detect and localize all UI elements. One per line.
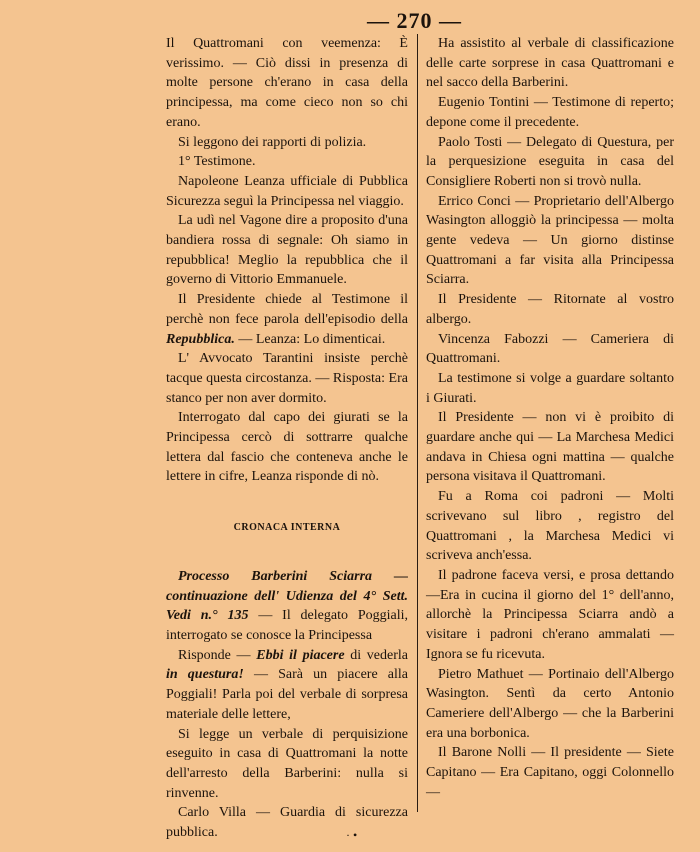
paragraph: Il Presidente — Ritornate al vostro albergo. <box>426 292 674 327</box>
paragraph: Si legge un verbale di perquisizione eseguito in casa di Quattromani la notte dell'arresto della Barberini: nulla si rinvenne. <box>166 726 408 801</box>
paragraph: Napoleone Leanza ufficiale di Pubblica Sicurezza seguì la Principessa nel viaggio. <box>166 173 408 209</box>
left-column <box>166 34 408 843</box>
paragraph: Si leggono dei rapporti di polizia. <box>178 134 367 150</box>
paragraph: Ha assistito al verbale di classificazione delle carte sorprese in casa Quattromani e nel sacco della Barberini. <box>426 36 674 91</box>
paragraph: Eugenio Tontini — Testimone di reperto; depone come il precedente. <box>426 95 674 130</box>
italic-text: Ebbi il piacere <box>256 647 345 663</box>
paragraph-text: Risponde — <box>178 647 251 663</box>
page-header <box>0 6 700 32</box>
paragraph: Interrogato dal capo dei giurati se la Principessa cercò di sottrarre qualche lettera dal fascio che conteneva anche le lettere in cifre, Leanza risponde di nò. <box>166 410 408 485</box>
paragraph-text: Il Presidente chiede al Testimone il perchè non fece parola dell'episodio della <box>166 292 408 327</box>
italic-text: Processo Barberini Sciarra — continuazione dell' Udienza del 4° Sett. Vedi n.° 135 <box>166 568 408 624</box>
paragraph: Il Quattromani con veemenza: È verissimo. — Ciò dissi in presenza di molte persone ch'erano in casa della principessa, ma come cieco non so chi erano. <box>166 36 408 130</box>
italic-text: Repubblica. <box>166 331 235 347</box>
paragraph: Il padrone faceva versi, e prosa dettando —Era in cucina il giorno del 1° dell'anno, allorchè la Principessa Sciarra andò a visitare i padroni ch'erano ammalati — Ignora se fu ricevuta. <box>426 567 674 662</box>
paragraph-text: — Leanza: Lo dimenticai. <box>238 331 386 347</box>
paragraph: Paolo Tosti — Delegato di Questura, per la perquesizione eseguita in casa del Consigliere Roberti non si trovò nulla. <box>426 134 674 189</box>
paragraph: Errico Conci — Proprietario dell'Albergo Wasington alloggiò la principessa — molta gente vedeva — Un giorno distinse Quattromani a far visita alla Principessa Sciarra. <box>426 193 674 288</box>
paragraph: Vincenza Fabozzi — Cameriera di Quattromani. <box>426 331 674 367</box>
paragraph: La testimone si volge a guardare soltanto i Giurati. <box>426 370 674 406</box>
page-number: — 270 — <box>367 8 462 33</box>
paragraph: Il Barone Nolli — Il presidente — Siete Capitano — Era Capitano, oggi Colonnello — <box>426 745 674 800</box>
paragraph <box>166 646 408 725</box>
section-heading: CRONACA INTERNA <box>233 522 341 534</box>
paragraph: Fu a Roma coi padroni — Molti scrivevano sul libro , registro del Quattromani , la Marchesa Medici vi scriveva anch'essa. <box>426 489 674 564</box>
paragraph: Carlo Villa — Guardia di sicurezza pubblica. <box>166 805 408 841</box>
column-divider <box>417 34 418 812</box>
paragraph: L' Avvocato Tarantini insiste perchè tacque questa circostanza. — Risposta: Era stanco per non aver dormito. <box>166 351 408 406</box>
paragraph: Il Presidente — non vi è proibito di guardare anche qui — La Marchesa Medici andava in Chiesa ogni mattina — qualche persona visitava il Quattromani. <box>426 410 674 485</box>
right-column <box>426 34 674 802</box>
paragraph-text: — Sarà un piacere alla Poggiali! Parla poi del verbale di sorpresa materiale delle lettere, <box>166 667 409 722</box>
paragraph-text: — Il delegato Poggiali, interrogato se conosce la Principessa <box>166 608 408 643</box>
paragraph <box>166 290 408 349</box>
footer-mark: ·• <box>346 828 361 842</box>
paragraph: 1° Testimone. <box>178 154 256 170</box>
paragraph: La udì nel Vagone dire a proposito d'una bandiera rossa di segnale: Oh siamo in repubblica! Meglio la repubblica che il governo di Vittorio Emmanuele. <box>166 213 408 288</box>
paragraph <box>166 567 408 646</box>
paragraph: Pietro Mathuet — Portinaio dell'Albergo Wasington. Sentì da certo Antonio Cameriere dell'Albergo — che la Barberini era una borbonica. <box>426 666 674 741</box>
italic-text: in questura! <box>166 667 244 683</box>
paragraph-text: di vederla <box>350 647 408 663</box>
